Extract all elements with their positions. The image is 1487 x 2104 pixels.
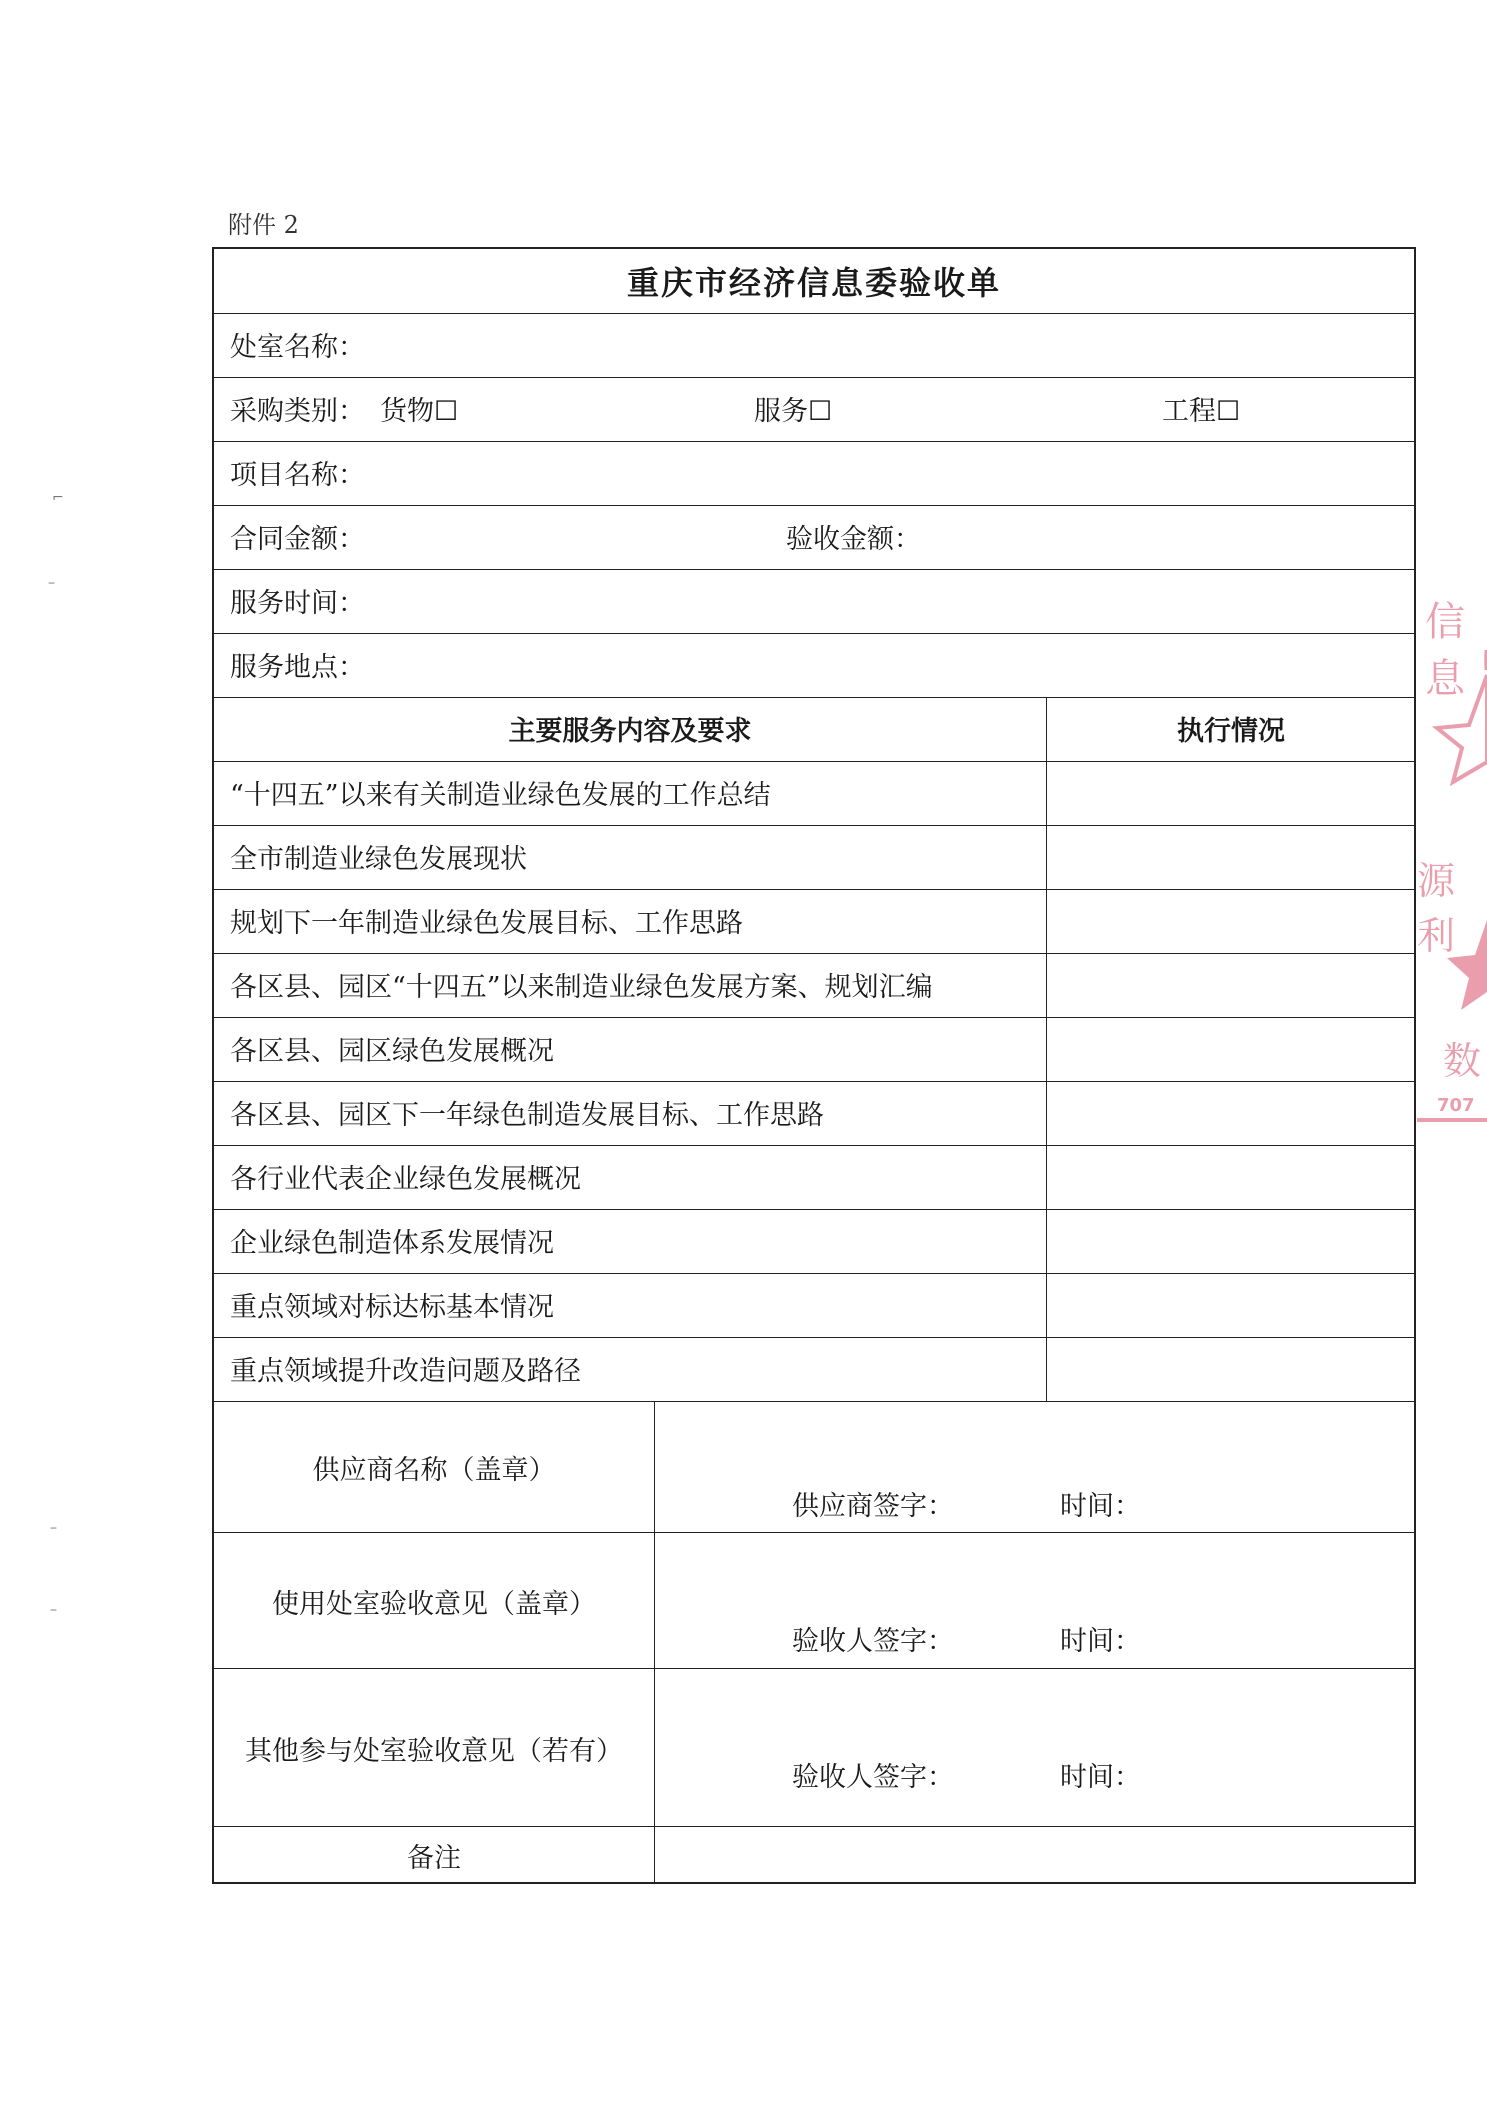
status-cell[interactable] (1048, 1338, 1414, 1402)
seal-text-2: 源利 (1417, 859, 1456, 958)
table-row (214, 890, 1414, 954)
services-checkbox[interactable]: 服务☐ (754, 396, 833, 427)
service-item-text: 各行业代表企业绿色发展概况 (230, 1164, 581, 1195)
status-cell[interactable] (1048, 954, 1414, 1018)
table-row (214, 1018, 1414, 1082)
status-cell[interactable] (1048, 826, 1414, 890)
supplier-time-label: 时间： (1060, 1491, 1141, 1522)
contract-amount-label: 合同金额： (230, 524, 365, 555)
table-column-divider (1046, 698, 1047, 1402)
supplier-name-label: 供应商名称（盖章） (312, 1455, 556, 1486)
engineering-checkbox[interactable]: 工程☐ (1162, 396, 1241, 427)
department-label: 处室名称： (230, 332, 365, 363)
table-header (214, 698, 1414, 762)
acceptor-sign-label-2: 验收人签字： (792, 1762, 954, 1793)
col-status-header: 执行情况 (1177, 716, 1285, 747)
remarks-label: 备注 (407, 1843, 461, 1874)
service-item-text: 各区县、园区“十四五”以来制造业绿色发展方案、规划汇编 (230, 972, 933, 1003)
supplier-sign-label: 供应商签字： (792, 1491, 954, 1522)
seal-text-3: 数 (1443, 1039, 1482, 1083)
status-cell[interactable] (1048, 1082, 1414, 1146)
table-row (214, 1082, 1414, 1146)
status-cell[interactable] (1048, 1274, 1414, 1338)
purchase-type-label: 采购类别： (230, 396, 365, 427)
status-cell[interactable] (1048, 1146, 1414, 1210)
row-purchase-type (214, 378, 1414, 442)
table-row (214, 1210, 1414, 1274)
service-time-label: 服务时间： (230, 588, 365, 619)
margin-mark: – (50, 1520, 57, 1536)
service-item-text: 规划下一年制造业绿色发展目标、工作思路 (230, 908, 743, 939)
dept-opinion-label: 使用处室验收意见（盖章） (272, 1588, 596, 1620)
project-name-label: 项目名称： (230, 460, 365, 491)
service-item-text: 企业绿色制造体系发展情况 (230, 1228, 554, 1259)
signature-column-divider (654, 1402, 655, 1884)
table-row (214, 826, 1414, 890)
row-supplier (214, 1402, 1414, 1533)
row-dept-opinion (214, 1533, 1414, 1669)
table-row (214, 954, 1414, 1018)
row-remarks (214, 1827, 1414, 1884)
row-amounts (214, 506, 1414, 570)
status-cell[interactable] (1048, 762, 1414, 826)
service-item-text: 各区县、园区下一年绿色制造发展目标、工作思路 (230, 1100, 824, 1131)
row-service-location (214, 634, 1414, 698)
row-other-opinion (214, 1669, 1414, 1827)
acceptor-sign-label-1: 验收人签字： (792, 1626, 954, 1657)
other-opinion-label: 其他参与处室验收意见（若有） (245, 1735, 623, 1767)
margin-mark: – (50, 1602, 57, 1618)
red-seal-stamp (1417, 560, 1487, 1140)
status-cell[interactable] (1048, 1210, 1414, 1274)
row-department (214, 314, 1414, 378)
form-title: 重庆市经济信息委验收单 (214, 249, 1414, 314)
service-item-text: “十四五”以来有关制造业绿色发展的工作总结 (230, 780, 771, 811)
col-content-header: 主要服务内容及要求 (508, 716, 752, 747)
acceptor-time-label-1: 时间： (1060, 1626, 1141, 1657)
table-row (214, 1146, 1414, 1210)
seal-text-1: 信息 (1425, 599, 1465, 702)
table-row (214, 1338, 1414, 1402)
status-cell[interactable] (1048, 1018, 1414, 1082)
service-item-text: 重点领域提升改造问题及路径 (230, 1356, 581, 1387)
seal-text-4: 707 (1437, 1095, 1475, 1116)
margin-mark: – (48, 575, 55, 591)
service-item-text: 重点领域对标达标基本情况 (230, 1292, 554, 1323)
acceptor-time-label-2: 时间： (1060, 1762, 1141, 1793)
acceptance-amount-label: 验收金额： (786, 524, 921, 555)
acceptance-form (212, 247, 1416, 1884)
service-item-text: 全市制造业绿色发展现状 (230, 844, 527, 875)
margin-mark: ⌐ (52, 490, 64, 506)
status-cell[interactable] (1048, 890, 1414, 954)
row-service-time (214, 570, 1414, 634)
goods-checkbox[interactable]: 货物☐ (380, 396, 459, 427)
attachment-label: 附件 2 (228, 211, 299, 239)
table-row (214, 762, 1414, 826)
service-item-text: 各区县、园区绿色发展概况 (230, 1036, 554, 1067)
service-location-label: 服务地点： (230, 652, 365, 683)
row-project-name (214, 442, 1414, 506)
table-row (214, 1274, 1414, 1338)
